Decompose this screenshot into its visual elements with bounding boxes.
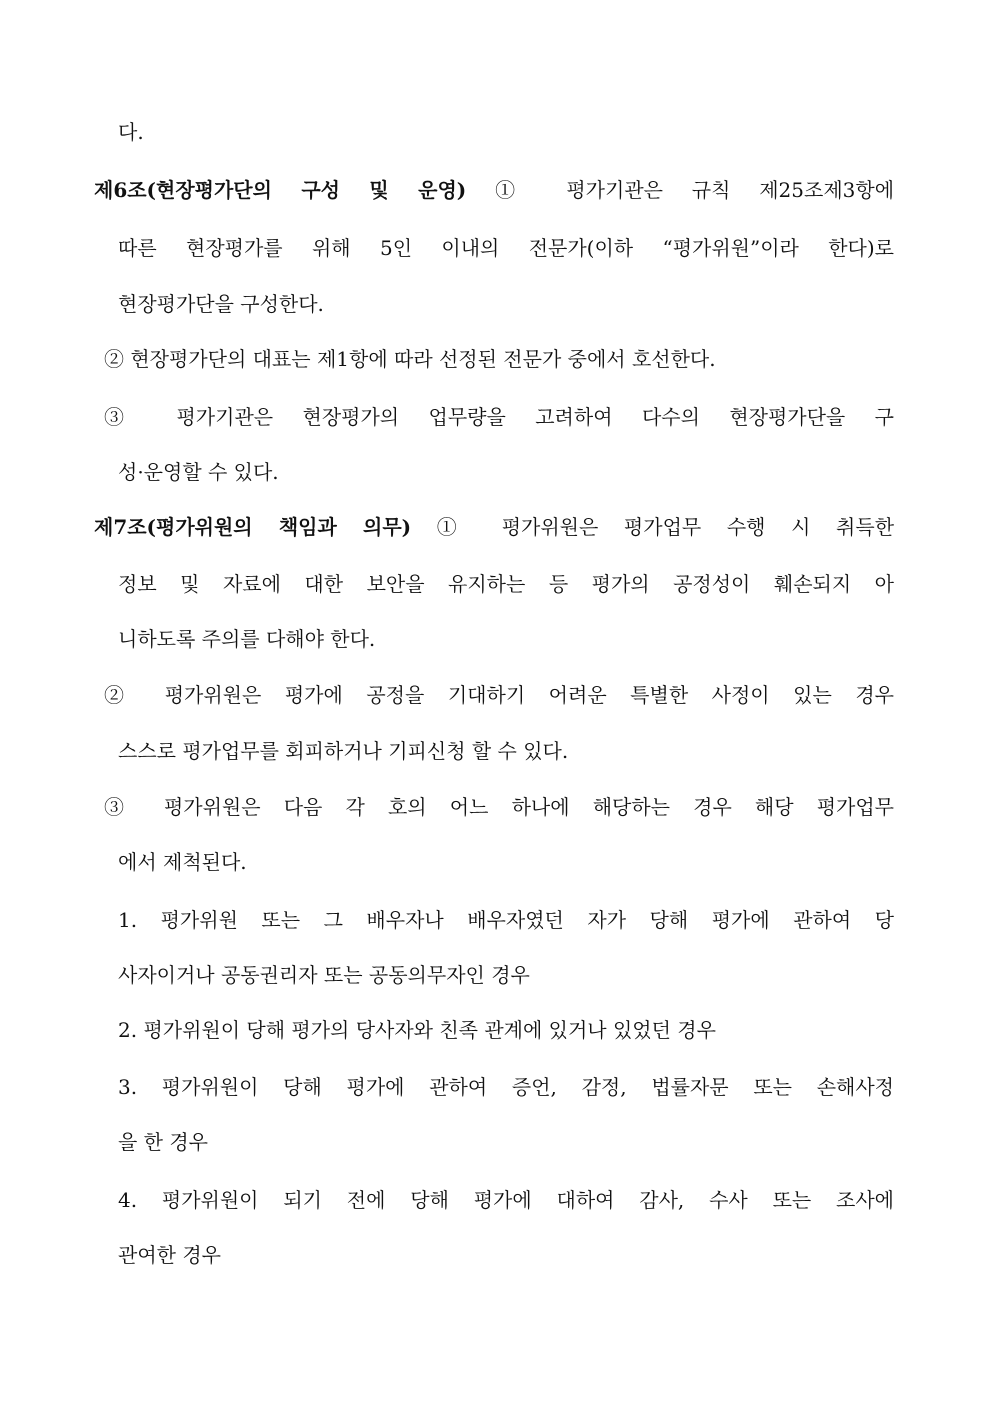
text-line: 정보 및 자료에 대한 보안을 유지하는 등 평가의 공정성이 훼손되지 아 bbox=[118, 572, 894, 596]
paragraph-line: ② 현장평가단의 대표는 제1항에 따라 선정된 전문가 중에서 호선한다. bbox=[104, 347, 716, 371]
text-line: 사자이거나 공동권리자 또는 공동의무자인 경우 bbox=[118, 963, 530, 987]
list-item: 4. 평가위원이 되기 전에 당해 평가에 대하여 감사, 수사 또는 조사에 bbox=[118, 1188, 894, 1212]
list-item: 3. 평가위원이 당해 평가에 관하여 증언, 감정, 법률자문 또는 손해사정 bbox=[118, 1075, 894, 1099]
text-line: 니하도록 주의를 다해야 한다. bbox=[118, 627, 376, 651]
text-line: 성·운영할 수 있다. bbox=[118, 460, 279, 484]
text-line: 관여한 경우 bbox=[118, 1243, 221, 1267]
paragraph-line: ② 평가위원은 평가에 공정을 기대하기 어려운 특별한 사정이 있는 경우 bbox=[104, 683, 894, 707]
article-7-first-line bbox=[94, 515, 894, 541]
text-line: ① 평가위원은 평가업무 수행 시 취득한 bbox=[436, 515, 894, 539]
paragraph-line: ③ 평가위원은 다음 각 호의 어느 하나에 해당하는 경우 해당 평가업무 bbox=[104, 795, 894, 819]
text-line: 따른 현장평가를 위해 5인 이내의 전문가(이하 “평가위원”이라 한다)로 bbox=[118, 236, 894, 260]
list-item: 1. 평가위원 또는 그 배우자나 배우자였던 자가 당해 평가에 관하여 당 bbox=[118, 908, 894, 932]
list-item: 2. 평가위원이 당해 평가의 당사자와 친족 관계에 있거나 있었던 경우 bbox=[118, 1018, 716, 1042]
article-6-heading: 제6조(현장평가단의 구성 및 운영) bbox=[94, 178, 467, 202]
text-line: 을 한 경우 bbox=[118, 1130, 208, 1154]
article-6-first-line bbox=[94, 178, 894, 204]
article-7-heading: 제7조(평가위원의 책임과 의무) bbox=[94, 515, 412, 539]
paragraph-line: ③ 평가기관은 현장평가의 업무량을 고려하여 다수의 현장평가단을 구 bbox=[104, 405, 894, 429]
text-line: 현장평가단을 구성한다. bbox=[118, 292, 324, 316]
text-line: ① 평가기관은 규칙 제25조제3항에 bbox=[495, 178, 894, 202]
text-line: 스스로 평가업무를 회피하거나 기피신청 할 수 있다. bbox=[118, 739, 569, 763]
text-line: 다. bbox=[118, 120, 144, 144]
text-line: 에서 제척된다. bbox=[118, 850, 247, 874]
